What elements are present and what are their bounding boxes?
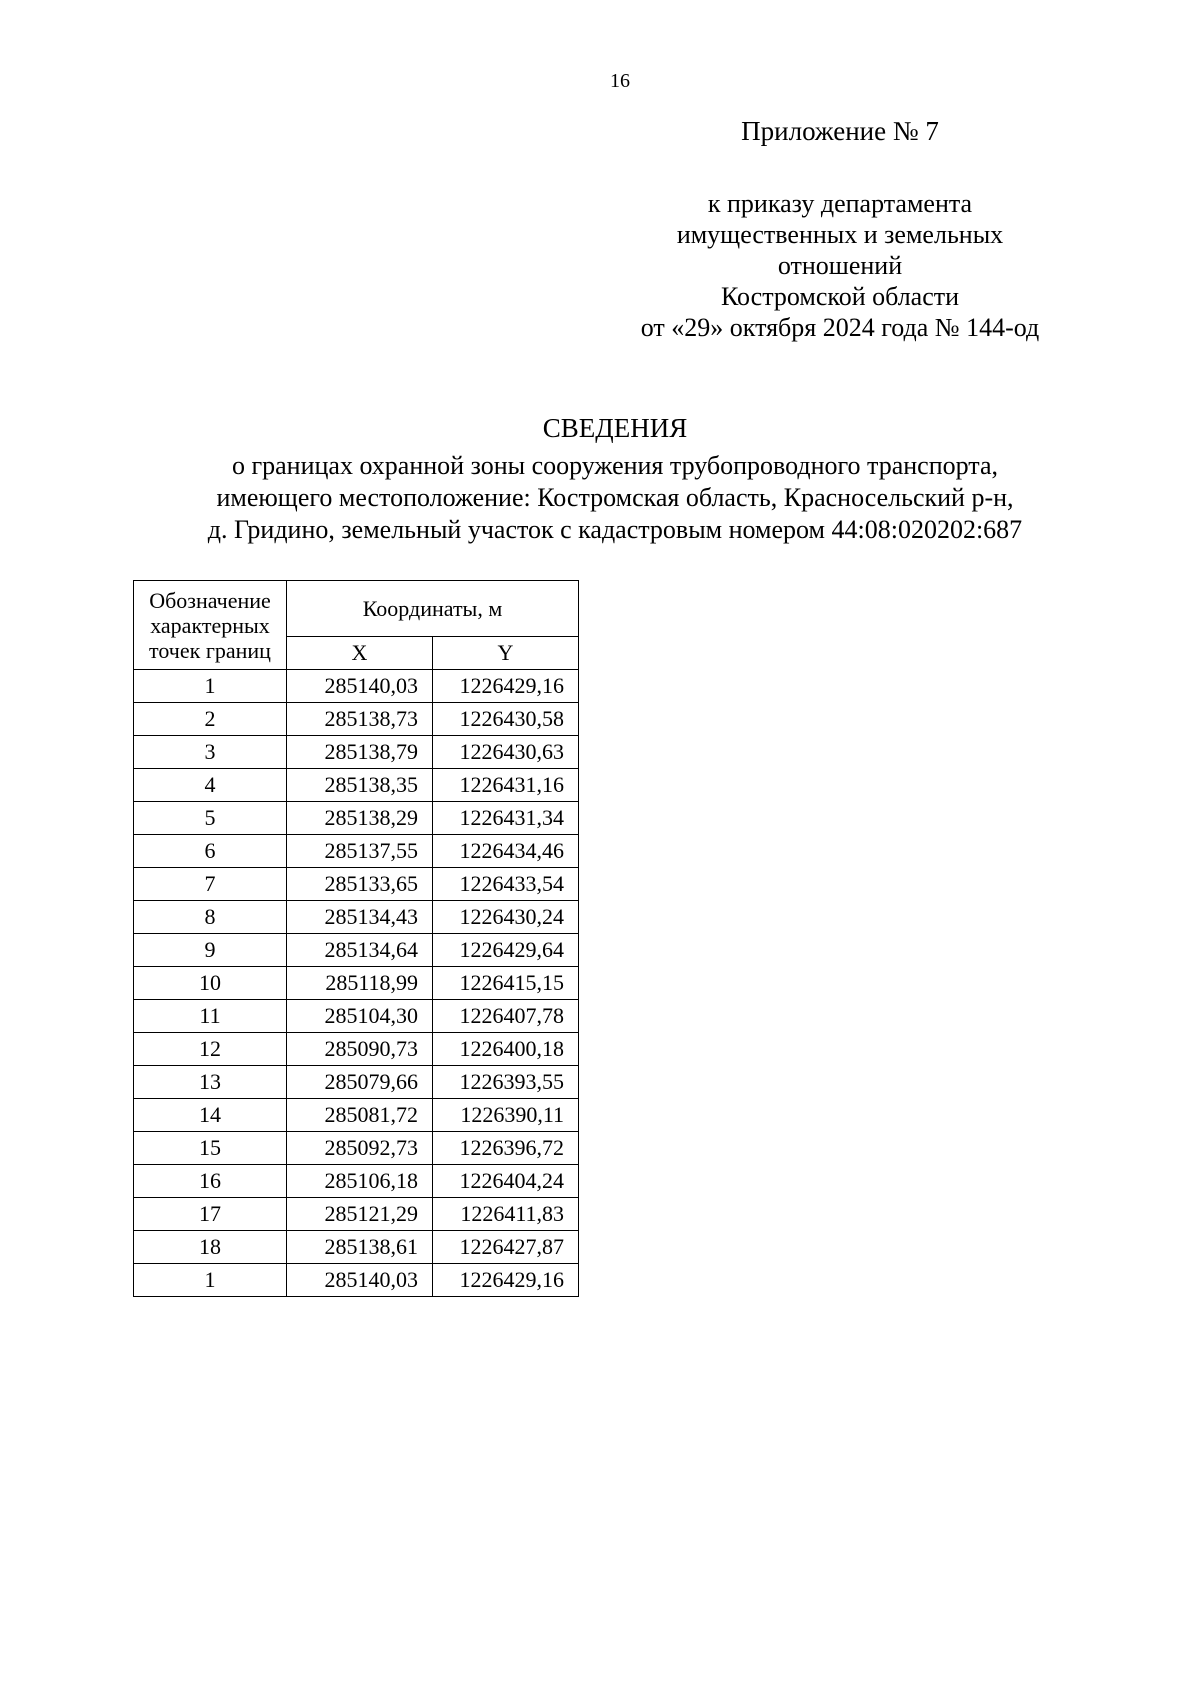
x-coordinate-cell: 285092,73	[287, 1132, 433, 1165]
table-row	[134, 967, 579, 1000]
table-row	[134, 835, 579, 868]
table-row	[134, 1000, 579, 1033]
y-coordinate-cell: 1226400,18	[433, 1033, 579, 1066]
table-row	[134, 1132, 579, 1165]
point-cell: 1	[134, 1264, 287, 1297]
table-row	[134, 703, 579, 736]
y-coordinate-cell: 1226434,46	[433, 835, 579, 868]
table-row	[134, 736, 579, 769]
x-coordinate-cell: 285106,18	[287, 1165, 433, 1198]
subtitle-line: д. Гридино, земельный участок с кадастровым номером 44:08:020202:687	[207, 515, 1023, 544]
x-coordinate-cell: 285134,43	[287, 901, 433, 934]
table-row	[134, 1198, 579, 1231]
x-coordinate-cell: 285081,72	[287, 1099, 433, 1132]
y-coordinate-cell: 1226390,11	[433, 1099, 579, 1132]
point-cell: 2	[134, 703, 287, 736]
point-cell: 16	[134, 1165, 287, 1198]
x-coordinate-cell: 285138,79	[287, 736, 433, 769]
y-coordinate-cell: 1226429,64	[433, 934, 579, 967]
y-coordinate-cell: 1226430,58	[433, 703, 579, 736]
point-cell: 10	[134, 967, 287, 1000]
y-coordinate-cell: 1226431,16	[433, 769, 579, 802]
point-cell: 12	[134, 1033, 287, 1066]
order-reference-line: к приказу департамента	[707, 189, 973, 218]
subtitle-line: имеющего местоположение: Костромская область, Красносельский р-н,	[216, 483, 1014, 512]
x-column-header: X	[287, 637, 433, 670]
coordinates-table	[133, 580, 579, 1297]
order-reference	[610, 188, 1070, 343]
table-row	[134, 670, 579, 703]
page-number: 16	[610, 70, 630, 92]
x-coordinate-cell: 285104,30	[287, 1000, 433, 1033]
y-coordinate-cell: 1226396,72	[433, 1132, 579, 1165]
y-column-header: Y	[433, 637, 579, 670]
y-coordinate-cell: 1226430,24	[433, 901, 579, 934]
coordinates-table-body	[134, 670, 579, 1297]
point-cell: 14	[134, 1099, 287, 1132]
document-title: СВЕДЕНИЯ	[542, 413, 688, 443]
coordinates-header: Координаты, м	[287, 581, 579, 637]
document-subtitle	[0, 450, 1200, 546]
y-coordinate-cell: 1226407,78	[433, 1000, 579, 1033]
table-row	[134, 901, 579, 934]
order-reference-line: отношений	[777, 251, 903, 280]
table-row	[134, 769, 579, 802]
y-coordinate-cell: 1226433,54	[433, 868, 579, 901]
point-cell: 9	[134, 934, 287, 967]
point-cell: 18	[134, 1231, 287, 1264]
point-cell: 5	[134, 802, 287, 835]
point-cell: 6	[134, 835, 287, 868]
y-coordinate-cell: 1226427,87	[433, 1231, 579, 1264]
table-row	[134, 1231, 579, 1264]
order-reference-line: Костромской области	[720, 282, 960, 311]
point-cell: 15	[134, 1132, 287, 1165]
table-row	[134, 1099, 579, 1132]
order-reference-line: от «29» октября 2024 года № 144-од	[640, 313, 1040, 342]
x-coordinate-cell: 285138,61	[287, 1231, 433, 1264]
x-coordinate-cell: 285140,03	[287, 670, 433, 703]
x-coordinate-cell: 285090,73	[287, 1033, 433, 1066]
x-coordinate-cell: 285079,66	[287, 1066, 433, 1099]
y-coordinate-cell: 1226393,55	[433, 1066, 579, 1099]
table-row	[134, 868, 579, 901]
y-coordinate-cell: 1226411,83	[433, 1198, 579, 1231]
order-reference-line: имущественных и земельных	[676, 220, 1004, 249]
y-coordinate-cell: 1226431,34	[433, 802, 579, 835]
y-coordinate-cell: 1226404,24	[433, 1165, 579, 1198]
table-row	[134, 934, 579, 967]
table-row	[134, 1264, 579, 1297]
subtitle-line: о границах охранной зоны сооружения трубопроводного транспорта,	[231, 451, 999, 480]
table-row	[134, 802, 579, 835]
point-column-header: Обозначение характерных точек границ	[134, 581, 287, 670]
y-coordinate-cell: 1226415,15	[433, 967, 579, 1000]
point-cell: 3	[134, 736, 287, 769]
point-cell: 1	[134, 670, 287, 703]
point-cell: 7	[134, 868, 287, 901]
x-coordinate-cell: 285137,55	[287, 835, 433, 868]
table-row	[134, 1066, 579, 1099]
point-cell: 11	[134, 1000, 287, 1033]
x-coordinate-cell: 285138,35	[287, 769, 433, 802]
x-coordinate-cell: 285138,73	[287, 703, 433, 736]
x-coordinate-cell: 285140,03	[287, 1264, 433, 1297]
point-cell: 4	[134, 769, 287, 802]
x-coordinate-cell: 285134,64	[287, 934, 433, 967]
appendix-label: Приложение № 7	[741, 116, 939, 146]
table-row	[134, 1165, 579, 1198]
y-coordinate-cell: 1226429,16	[433, 670, 579, 703]
x-coordinate-cell: 285138,29	[287, 802, 433, 835]
x-coordinate-cell: 285121,29	[287, 1198, 433, 1231]
x-coordinate-cell: 285133,65	[287, 868, 433, 901]
point-cell: 13	[134, 1066, 287, 1099]
x-coordinate-cell: 285118,99	[287, 967, 433, 1000]
y-coordinate-cell: 1226430,63	[433, 736, 579, 769]
table-row	[134, 1033, 579, 1066]
point-cell: 17	[134, 1198, 287, 1231]
y-coordinate-cell: 1226429,16	[433, 1264, 579, 1297]
point-cell: 8	[134, 901, 287, 934]
